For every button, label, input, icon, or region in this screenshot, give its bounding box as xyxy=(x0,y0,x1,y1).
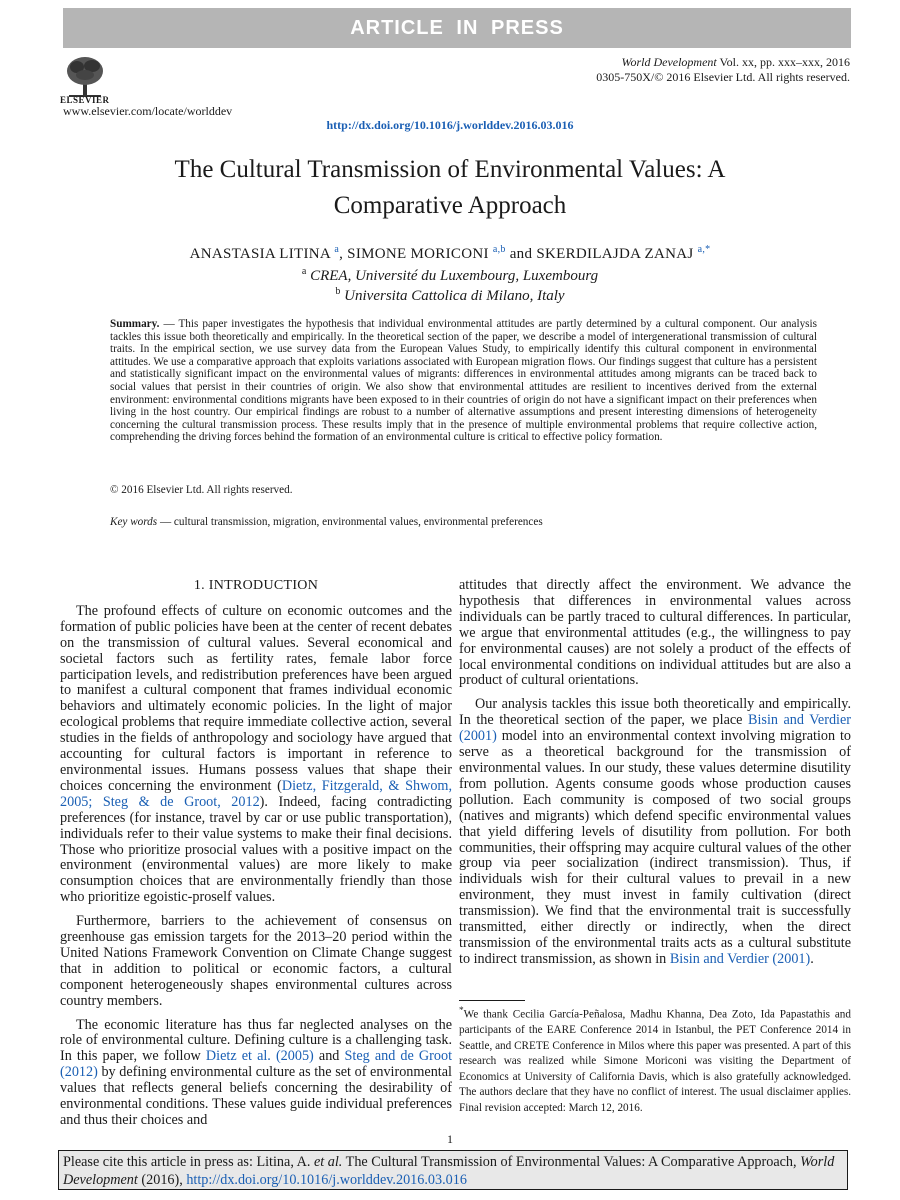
citation-box xyxy=(58,1150,848,1190)
author-list xyxy=(0,244,900,263)
footnote-rule xyxy=(459,1000,525,1001)
affiliation-marker: b xyxy=(335,286,341,297)
citation-text: (2016), xyxy=(137,1172,187,1188)
author-2-affil[interactable]: a,b xyxy=(492,244,506,255)
abstract xyxy=(110,318,817,444)
article-in-press-banner: ARTICLE IN PRESS xyxy=(63,8,851,48)
paragraph: Furthermore, barriers to the achievement of consensus on greenhouse gas emission targets for the 2013–20 period within the United Nations Framework Convention on Climate Change suggest that in addition to political or economic factors, a cultural component heterogeneously shapes environmental cultures across country members. xyxy=(60,913,452,1009)
author-1-affil[interactable]: a xyxy=(334,244,340,255)
paragraph-text: model into an environmental context involving migration to serve as a theoretical background for the transmission of environmental values. In our study, these values determine disutility from pollution. Agents consume goods whose production causes pollution. Each community is composed of two social groups (natives and migrants) which defend specific environmental values that yield differing levels of disutility from pollution. For both communities, their offspring may acquire cultural values of the other group via peer socialization (indirect transmission). Thus, if individuals wish for their cultural values to prevail in a new environment, they must invest in family cultivation (direct transmission). We find that the environmental trait is successfully transmitted, either directly or indirectly, when the direct transmission of the environmental traits acts as a cultural substitute to indirect transmission, as shown in xyxy=(459,728,851,967)
paragraph xyxy=(60,604,452,906)
citation-link[interactable]: Dietz, Fitzgerald, & Shwom, 2005; Steg & de Groot, 2012 xyxy=(60,777,452,810)
citation-link[interactable]: Dietz et al. (2005) xyxy=(205,1048,314,1065)
keywords xyxy=(110,516,543,528)
affiliation-a xyxy=(0,266,900,285)
paragraph-text: by defining environmental culture as the set of environmental values that reflects general beliefs concerning the desirability of environmental conditions. These values guide individual preferences and thus their choices and xyxy=(60,1064,452,1128)
abstract-copyright: © 2016 Elsevier Ltd. All rights reserved. xyxy=(110,484,293,496)
keywords-text: — cultural transmission, migration, environmental values, environmental preferences xyxy=(157,516,543,528)
affiliation-b xyxy=(0,286,900,305)
citation-link[interactable]: Bisin and Verdier (2001) xyxy=(669,950,811,967)
author-3: SKERDILAJDA ZANAJ xyxy=(536,246,694,262)
affiliation-text: CREA, Université du Luxembourg, Luxembourg xyxy=(310,268,599,284)
citation-text: The Cultural Transmission of Environmental Values: A Comparative Approach, xyxy=(342,1154,801,1170)
affiliation-marker: a xyxy=(301,266,307,277)
journal-url[interactable]: www.elsevier.com/locate/worlddev xyxy=(63,104,233,118)
section-heading: 1. INTRODUCTION xyxy=(193,578,319,593)
paragraph-text: ). Indeed, facing contradicting preferences (for instance, travel by car or use public transportation), individuals refer to their value systems to make their final decisions. Those who prioritize prosocial values with a positive impact on the environment (environmental values) are more likely to make consumption choices that are environmentally friendly than those who prioritize egoistic-proself values. xyxy=(60,793,452,906)
article-title xyxy=(90,152,810,224)
title-line-2: Comparative Approach xyxy=(333,192,567,219)
footnote-text: We thank Cecilia García-Peñalosa, Madhu Khanna, Dea Zoto, Ida Papastathis and participants of the EARE Conference 2014 in Istanbul, the PET Conference 2014 in Seattle, and CRETE Conference in Milos where this paper was presented. A part of this research was realized while Simone Moriconi was visiting the Department of Economics at University of California Davis, which is also gratefully acknowledged. The authors declare that they have no conflict of interest. The usual disclaimer applies. Final revision accepted: March 12, 2016. xyxy=(459,1008,851,1114)
citation-journal: World Development xyxy=(63,1154,835,1188)
keywords-label: Key words xyxy=(110,516,158,528)
paragraph-text: . xyxy=(810,950,814,967)
paragraph-text: Our analysis tackles this issue both theoretically and empirically. In the theoretical section of the paper, we place xyxy=(459,696,851,729)
citation-link[interactable]: Bisin and Verdier (2001) xyxy=(459,712,851,745)
publisher-name: ELSEVIER xyxy=(60,95,110,105)
doi-link[interactable]: http://dx.doi.org/10.1016/j.worlddev.2016.03.016 xyxy=(326,118,574,132)
journal-info xyxy=(596,55,850,85)
citation-text: et al. xyxy=(313,1154,343,1170)
page-number: 1 xyxy=(447,1132,453,1146)
summary-text: — This paper investigates the hypothesis that individual environmental attitudes are partly determined by a cultural component. Our analysis tackles this issue both theoretically and empirically. In the theoretical section of the paper, we describe a model of intergenerational transmission of cultural traits. In the empirical section, we use survey data from the European Values Study, to empirically identify this cultural component in environmental attitudes. We use a comparative approach that exploits variations associated with European migration flows. Our findings suggest that culture has a persistent and statistically significant impact on the environmental values of migrants: differences in environmental attitudes among migrants can be traced back to social values that persist in their countries of origin. We also show that environmental attitudes are resilient to incentives derived from the external environment: environmental conditions migrants have been exposed to in their countries of origin do not have a significant impact on their preferences when living in the host country. Our empirical findings are robust to a number of alternative assumptions and present interesting dimensions of heterogeneity concerning the cultural transmission process. These results imply that in the presence of multiple environmental problems that require collective action, comprehending the driving forces behind the formation of an environmental culture is critical to effective policy formation. xyxy=(110,318,817,444)
journal-volume: Vol. xx, pp. xxx–xxx, 2016 xyxy=(716,55,850,69)
affiliation-text: Universita Cattolica di Milano, Italy xyxy=(344,288,565,304)
citation-doi-link[interactable]: http://dx.doi.org/10.1016/j.worlddev.2016.03.016 xyxy=(186,1172,467,1188)
issn-copyright: 0305-750X/© 2016 Elsevier Ltd. All rights reserved. xyxy=(596,70,850,84)
title-line-1: The Cultural Transmission of Environmental Values: A xyxy=(174,156,726,183)
paragraph xyxy=(60,1018,452,1129)
citation-link[interactable]: Steg and de Groot (2012) xyxy=(60,1048,453,1081)
body-column-left xyxy=(60,578,452,1137)
footnote-marker: * xyxy=(459,1006,464,1016)
paragraph-text: The economic literature has thus far neglected analyses on the role of environmental culture. Defining culture is a challenging task. In this paper, we follow xyxy=(60,1016,452,1065)
paragraph-text: and xyxy=(313,1048,345,1065)
footnote xyxy=(459,1004,851,1116)
author-separator: and xyxy=(505,246,537,262)
author-2: SIMONE MORICONI xyxy=(347,246,489,262)
citation-text: Please cite this article in press as: Litina, A. xyxy=(63,1154,314,1170)
author-1: ANASTASIA LITINA xyxy=(189,246,331,262)
paragraph-text: The profound effects of culture on economic outcomes and the formation of public policies have been at the center of recent debates on the transmission of cultural values. Several economical and societal factors such as fertility rates, female labor force participation levels, and redistribution preferences have been argued to manifest a cultural component that frames individual economic behaviors and ultimately economic policies. In the light of major ecological problems that require immediate collective action, several studies in the fields of anthropology and sociology have argued that accounting for cultural factors is important in reference to environmental issues. Humans possess values that shape their choices concerning the environment ( xyxy=(60,602,452,794)
body-column-right xyxy=(459,578,851,976)
doi-line xyxy=(0,118,900,133)
journal-name: World Development xyxy=(621,55,717,69)
paragraph xyxy=(459,697,851,967)
paragraph: attitudes that directly affect the environment. We advance the hypothesis that differences in environmental values across individuals can be partly traced to cultural differences. In particular, we argue that environmental attitudes (e.g., the willingness to pay for environmental causes) are not solely a product of the effects of local environmental conditions on individual attitudes but are also a product of cultural orientations. xyxy=(459,577,851,689)
summary-label: Summary. xyxy=(110,318,160,330)
author-separator: , xyxy=(339,246,348,262)
author-3-affil[interactable]: a,* xyxy=(697,244,711,255)
